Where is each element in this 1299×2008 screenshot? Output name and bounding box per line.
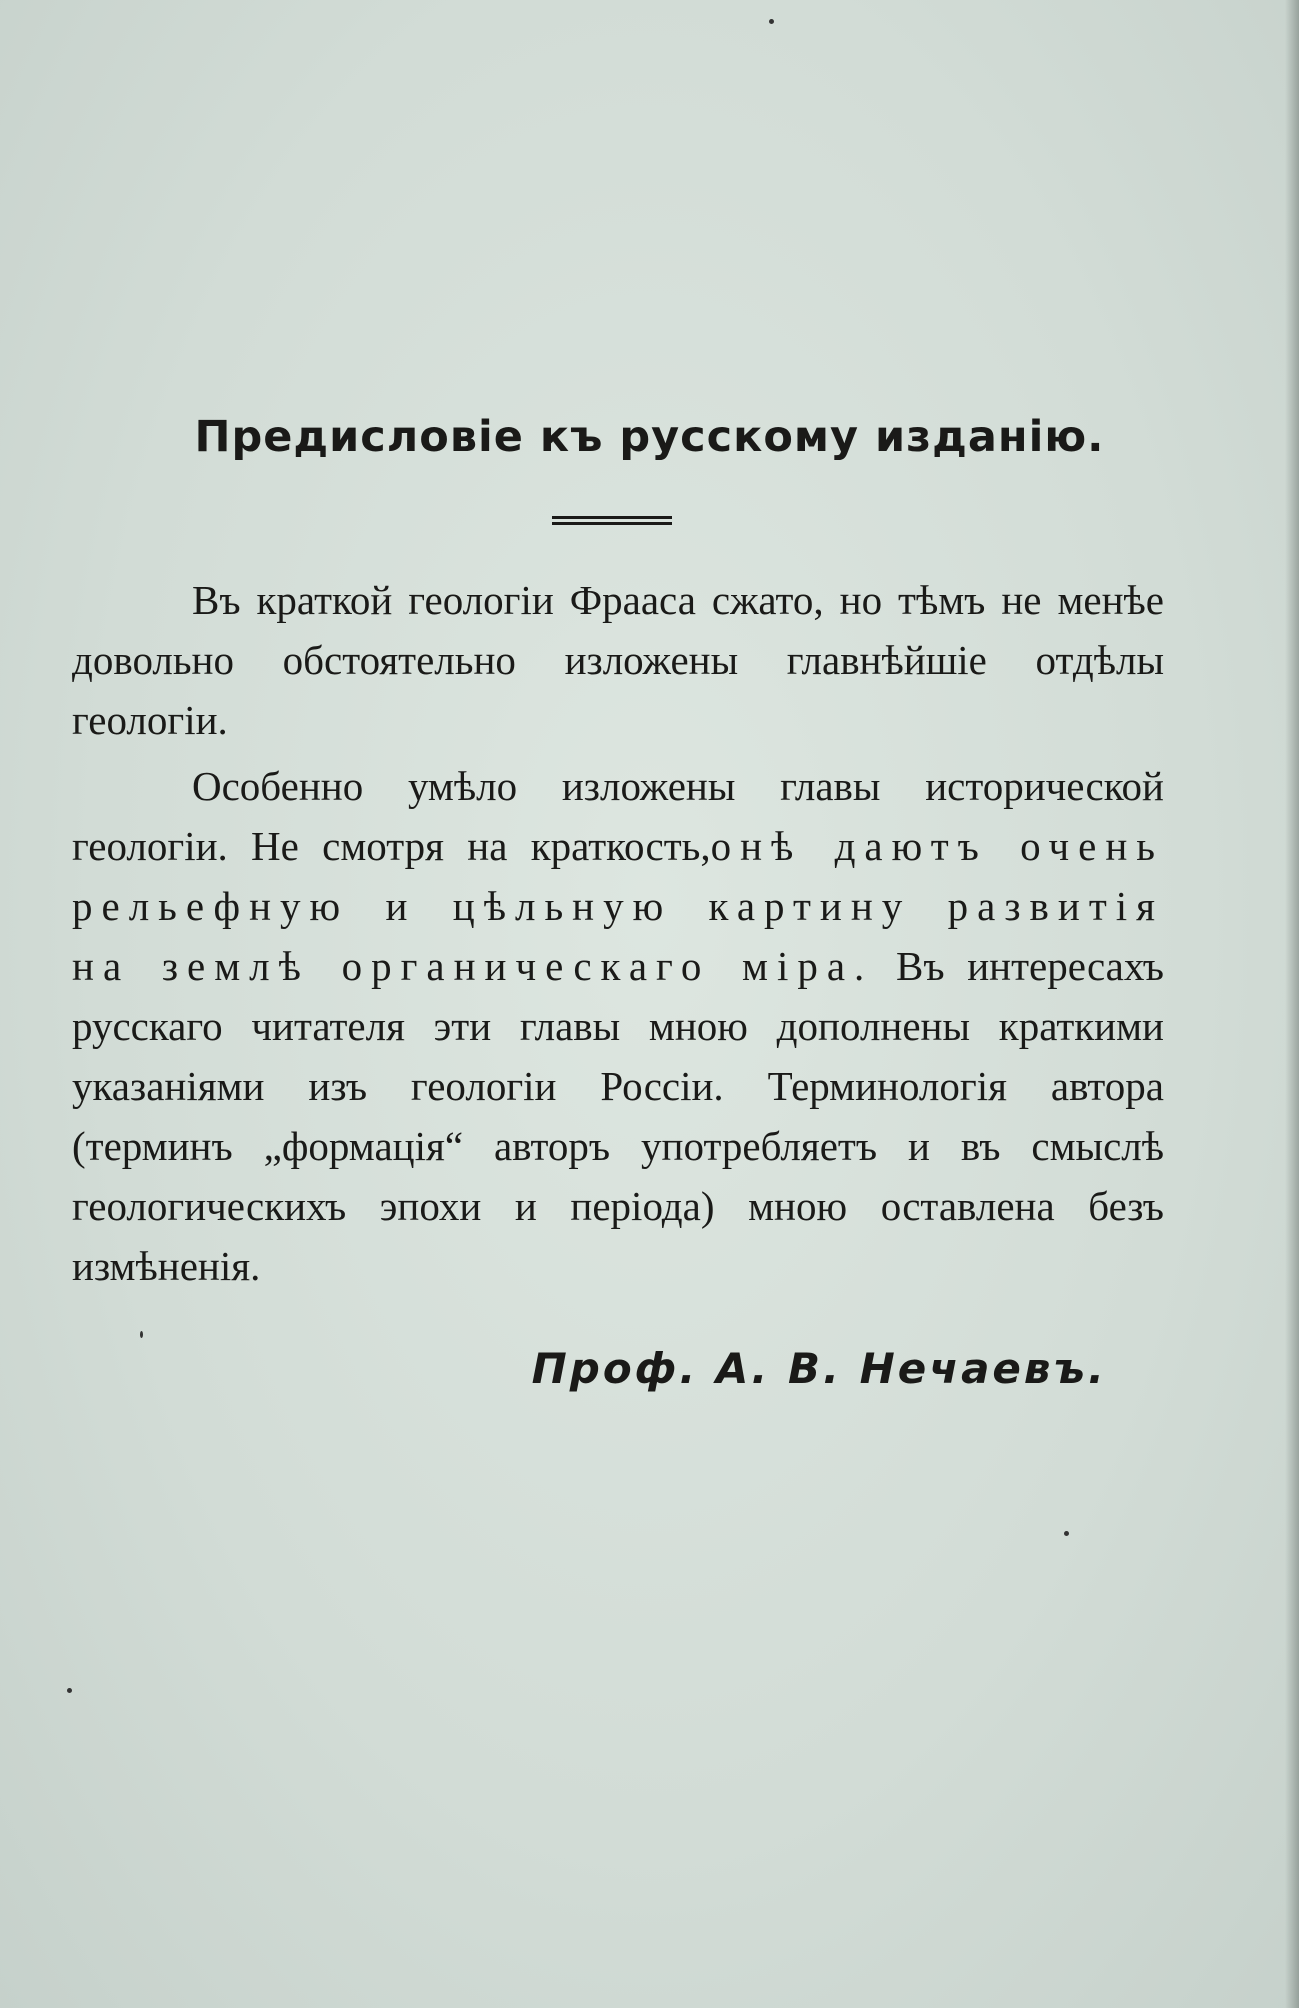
paragraph-2 bbox=[72, 756, 1164, 1296]
paragraph-1: Въ краткой геологіи Фрааса сжато, но тѣмъ не менѣе довольно обстоятельно изложены главнѣйшіе отдѣлы геологіи. bbox=[72, 577, 1164, 743]
author-signature: Проф. А. В. Нечаевъ. bbox=[531, 1344, 1107, 1393]
double-rule-divider bbox=[552, 516, 672, 525]
page-edge-shadow bbox=[1285, 0, 1299, 2008]
preface-body bbox=[72, 570, 1164, 1302]
paper-speck bbox=[67, 1688, 72, 1693]
paragraph-2-end: Въ интересахъ русскаго читателя эти главы мною дополнены краткими указаніями изъ геологіи Россіи. Терминологія автора (терминъ „формація“ авторъ употребляетъ и въ смыслѣ геологическихъ эпохи и періода) мною оставлена безъ измѣненія. bbox=[72, 943, 1164, 1289]
paper-speck bbox=[1064, 1531, 1069, 1536]
paper-speck bbox=[140, 1331, 143, 1338]
preface-heading: Предисловіе къ русскому изданію. bbox=[194, 412, 1105, 462]
paper-speck bbox=[769, 19, 774, 24]
paragraph-2-start: Особенно умѣло изложены главы исторической геологіи. Не смотря на краткость, bbox=[72, 763, 1164, 869]
paragraph-2-spaced-emphasis: онѣ даютъ очень рельефную и цѣльную картину развитія на землѣ органическаго міра. bbox=[72, 823, 1164, 989]
